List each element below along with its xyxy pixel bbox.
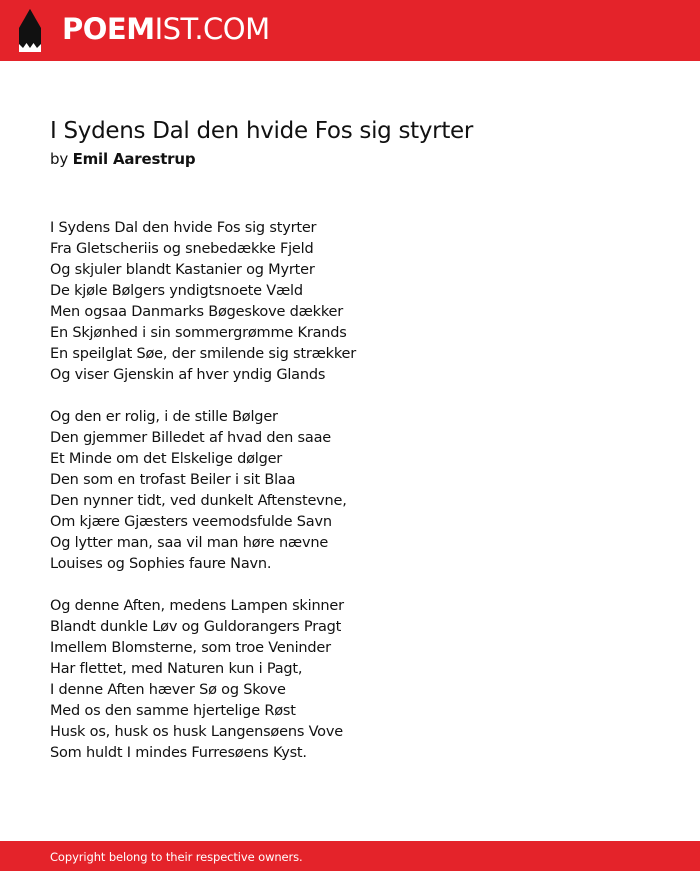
poem-line: Louises og Sophies faure Navn.: [50, 556, 272, 572]
author-name: Emil Aarestrup: [72, 150, 196, 168]
poem-line: Imellem Blomsterne, som troe Veninder: [50, 640, 331, 656]
poem-byline: [50, 148, 195, 170]
poem-line: Med os den samme hjertelige Røst: [50, 703, 296, 719]
site-footer: [0, 841, 700, 871]
poem-line: Et Minde om det Elskelige dølger: [50, 451, 283, 467]
poem-line: Den gjemmer Billedet af hvad den saae: [50, 430, 331, 446]
poem-line: I denne Aften hæver Sø og Skove: [50, 682, 286, 698]
poem-line: Og denne Aften, medens Lampen skinner: [50, 598, 344, 614]
poem-line: Og viser Gjenskin af hver yndig Glands: [50, 367, 326, 383]
stanza: [50, 596, 650, 764]
stanza: [50, 218, 650, 386]
poem-line: Og den er rolig, i de stille Bølger: [50, 409, 278, 425]
poem-line: Men ogsaa Danmarks Bøgeskove dækker: [50, 304, 343, 320]
poem-line: Om kjære Gjæsters veemodsfulde Savn: [50, 514, 332, 530]
poem-line: Og lytter man, saa vil man høre nævne: [50, 535, 329, 551]
poem-line: En speilglat Søe, der smilende sig strækker: [50, 346, 356, 362]
poem-line: I Sydens Dal den hvide Fos sig styrter: [50, 220, 317, 236]
poem-line: De kjøle Bølgers yndigtsnoete Væld: [50, 283, 303, 299]
poem-title: I Sydens Dal den hvide Fos sig styrter: [50, 118, 474, 144]
copyright-notice: Copyright belong to their respective owners.: [50, 850, 303, 864]
poem-body: [50, 218, 650, 785]
pencil-logo-icon[interactable]: [18, 8, 42, 52]
logo-text-bold: POEM: [62, 12, 155, 46]
poem-line: Fra Gletscheriis og snebedække Fjeld: [50, 241, 314, 257]
poem-line: Den nynner tidt, ved dunkelt Aftenstevne,: [50, 493, 347, 509]
by-label: by: [50, 150, 68, 168]
poem-line: En Skjønhed i sin sommergrømme Krands: [50, 325, 347, 341]
poem-line: Husk os, husk os husk Langensøens Vove: [50, 724, 343, 740]
poem-line: Har flettet, med Naturen kun i Pagt,: [50, 661, 303, 677]
site-logo[interactable]: [62, 11, 270, 47]
logo-text-light: IST.COM: [154, 12, 270, 46]
stanza: [50, 407, 650, 575]
poem-line: Blandt dunkle Løv og Guldorangers Pragt: [50, 619, 342, 635]
poem-line: Som huldt I mindes Furresøens Kyst.: [50, 745, 307, 761]
poem-line: Og skjuler blandt Kastanier og Myrter: [50, 262, 315, 278]
poem-line: Den som en trofast Beiler i sit Blaa: [50, 472, 296, 488]
site-header: [0, 0, 700, 61]
